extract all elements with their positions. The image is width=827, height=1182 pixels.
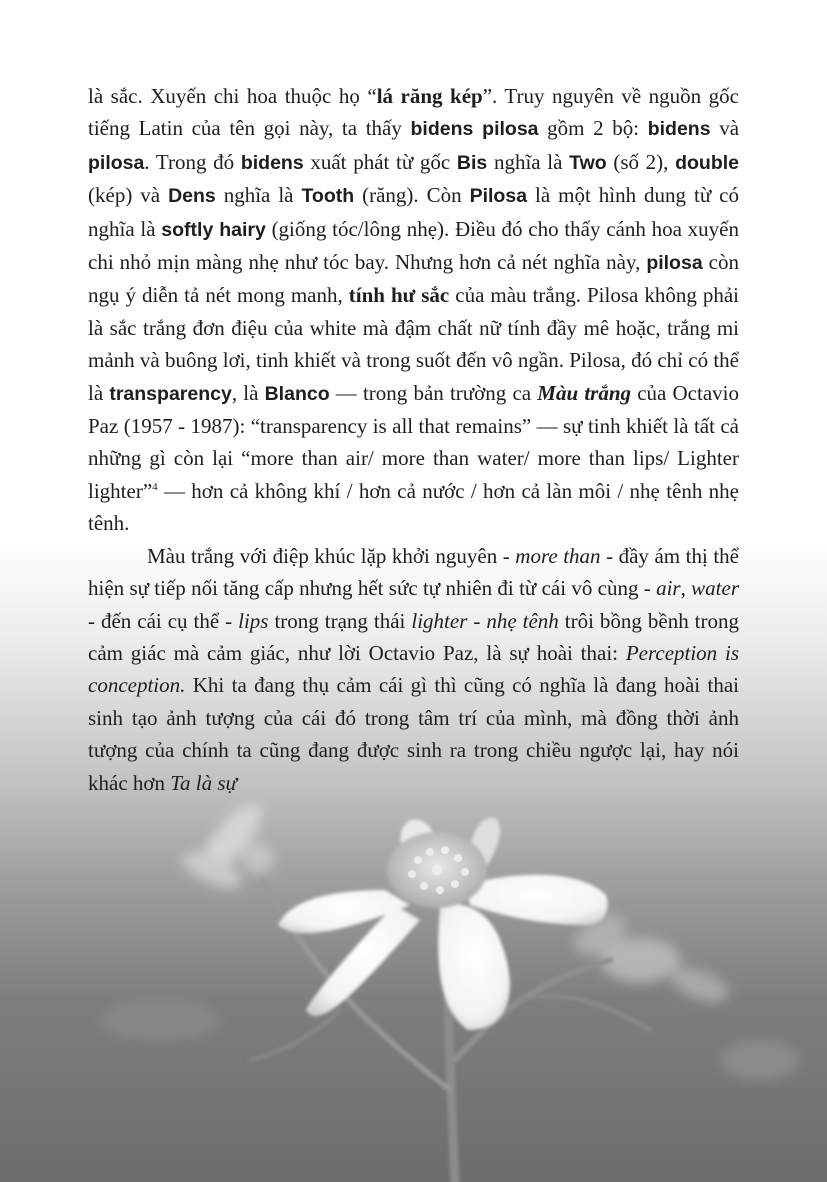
text-run: ”. Truy nguyên về nguồn gốc tiếng Latin của tên gọi này, ta thấy [88,84,739,141]
bold-term: double [675,151,740,174]
text-run: nghĩa là [215,183,302,208]
text-run: trong trạng thái [268,608,412,633]
bold-italic-title: Màu trắng [537,380,632,405]
bold-term: bidens pilosa [410,118,539,141]
italic-term: more than [515,543,601,568]
text-run: . Trong đó [144,149,241,174]
text-run: trôi bồng bềnh trong cảm giác mà cảm giác, như lời Octavio Paz, là sự hoài thai: [88,608,740,665]
bold-term: softly hairy [161,218,266,241]
text-run: của Octavio Paz (1957 - 1987): “transparency is all that remains” — sự tinh khiết là tất cả những gì còn lại “more than air/ more than water/ more than lips/ Lighter lighter” [88,380,739,503]
text-run: còn ngụ ý diễn tả nét mong manh, [88,250,739,308]
italic-term: Ta là sự [170,770,237,795]
text-run: xuất phát từ gốc [303,149,457,174]
text-run: gồm 2 bộ: [538,116,648,141]
text-run: nghĩa là [487,149,570,174]
text-run: (răng). Còn [354,183,470,208]
body-text [88,80,739,799]
bold-term: pilosa [646,252,703,275]
text-run: , là [231,380,265,405]
paragraph-1 [88,80,739,540]
bold-term: Pilosa [469,185,528,208]
text-run: là một hình dung từ có nghĩa là [88,183,740,241]
text-run: - đầy ám thị thể hiện sự tiếp nối tăng cấp nhưng hết sức tự nhiên đi từ cái vô cùng - [88,543,739,601]
bold-term: Bis [456,151,488,174]
bold-term: lá răng kép [376,84,483,108]
text-run: (kép) và [88,183,169,208]
italic-term: lips [238,608,269,633]
bold-term: Two [569,151,607,174]
italic-term: lighter - nhẹ tênh [411,608,559,633]
bold-term: tính hư sắc [348,283,450,308]
footnote-ref[interactable]: 4 [152,480,158,493]
text-run: là sắc. Xuyến chi hoa thuộc họ “ [88,84,377,108]
bold-term: pilosa [88,151,145,174]
bold-term: bidens [240,151,304,174]
text-run: Khi ta đang thụ cảm cái gì thì cũng có nghĩa là đang hoài thai sinh tạo ảnh tượng của cái đó trong tâm trí của mình, mà đồng thời ảnh tượng của chính ta cũng đang được sinh ra trong chiều ngược lại, hay nói khác hơn [88,673,739,795]
italic-term: water [691,576,739,601]
text-run: (số 2), [606,149,676,174]
text-run: — trong bản trường ca [329,380,538,405]
bold-term: Dens [168,185,216,208]
text-run: - đến cái cụ thể - [88,608,239,633]
text-run: Màu trắng với điệp khúc lặp khởi nguyên - [147,543,516,568]
text-run: của màu trắng. Pilosa không phải là sắc trắng đơn điệu của white mà đậm chất nữ tính đầy mê hoặc, trắng mi mảnh và buông lơi, tinh khiết và trong suốt đến vô ngần. Pilosa, đó chỉ có thể là [88,283,739,405]
bold-term: Blanco [264,382,330,405]
bold-term: Tooth [301,185,355,208]
paragraph-2 [88,540,739,799]
bold-term: transparency [109,382,232,405]
bold-term: bidens [647,118,711,141]
text-run: (giống tóc/lông nhẹ). Điều đó cho thấy cánh hoa xuyến chi nhỏ mịn màng nhẹ như tóc bay. Nhưng hơn cả nét nghĩa này, [88,216,740,275]
text-run: và [710,116,740,141]
text-run: , [680,576,692,601]
italic-term: Perception is conception. [88,640,740,698]
italic-term: air [656,576,681,601]
text-run: — hơn cả không khí / hơn cả nước / hơn cả làn môi / nhẹ tênh nhẹ tênh. [88,478,739,536]
